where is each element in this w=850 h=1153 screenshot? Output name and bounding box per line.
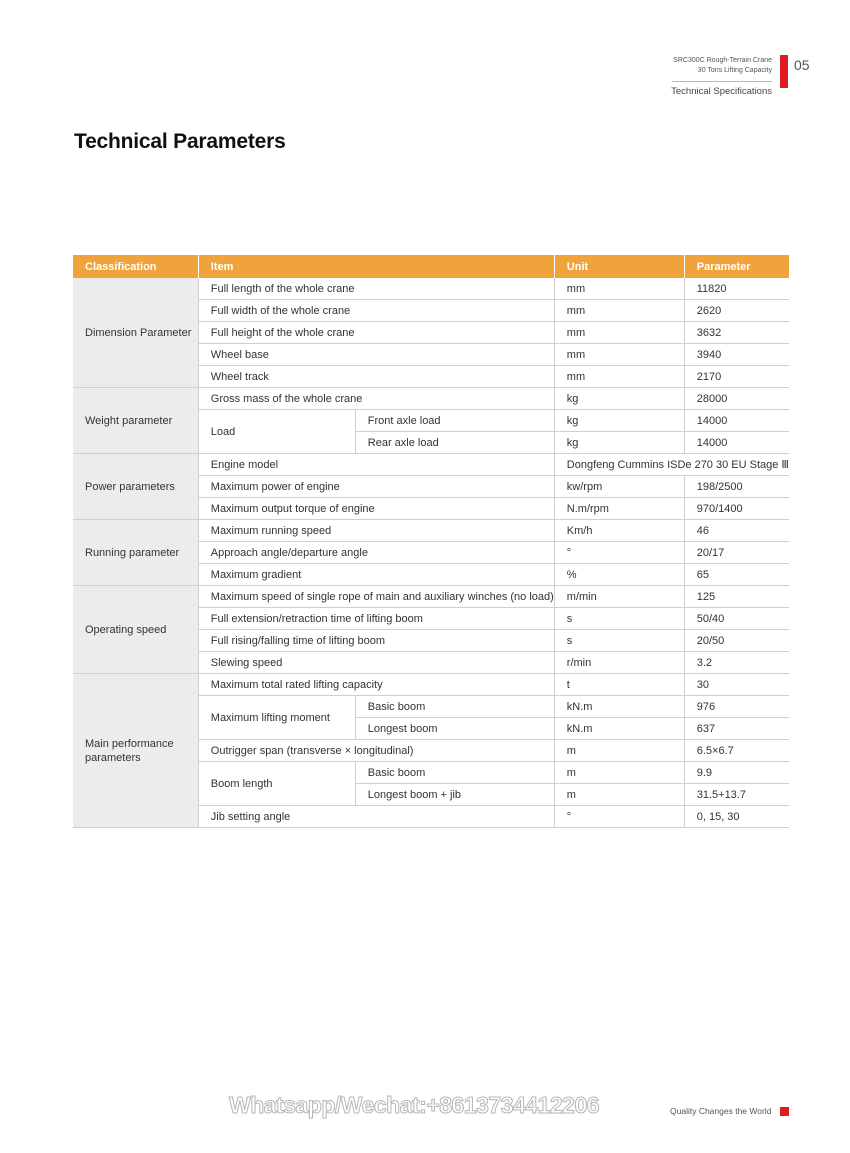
item-cell: Jib setting angle bbox=[198, 806, 554, 828]
page-title: Technical Parameters bbox=[74, 130, 286, 153]
parameter-cell: 3940 bbox=[684, 344, 789, 366]
column-header-parameter: Parameter bbox=[684, 255, 789, 278]
sub-item-cell: Front axle load bbox=[355, 410, 554, 432]
unit-cell: t bbox=[554, 674, 684, 696]
spec-table-header bbox=[73, 255, 789, 278]
sub-item-cell: Longest boom + jib bbox=[355, 784, 554, 806]
item-cell: Full length of the whole crane bbox=[198, 278, 554, 300]
unit-cell: mm bbox=[554, 344, 684, 366]
unit-cell: m bbox=[554, 784, 684, 806]
table-row bbox=[73, 454, 789, 476]
item-cell: Engine model bbox=[198, 454, 554, 476]
classification-cell: Dimension Parameter bbox=[73, 278, 198, 388]
parameter-cell: 198/2500 bbox=[684, 476, 789, 498]
unit-cell: mm bbox=[554, 278, 684, 300]
parameter-cell: 30 bbox=[684, 674, 789, 696]
parameter-cell: 46 bbox=[684, 520, 789, 542]
sub-item-cell: Basic boom bbox=[355, 696, 554, 718]
unit-cell: m bbox=[554, 762, 684, 784]
footer-slogan: Quality Changes the World bbox=[670, 1106, 772, 1116]
parameter-cell: 125 bbox=[684, 586, 789, 608]
parameter-cell: Dongfeng Cummins ISDe 270 30 EU Stage Ⅲ bbox=[554, 454, 789, 476]
parameter-cell: 14000 bbox=[684, 410, 789, 432]
item-cell: Full width of the whole crane bbox=[198, 300, 554, 322]
item-cell: Maximum gradient bbox=[198, 564, 554, 586]
parameter-cell: 2620 bbox=[684, 300, 789, 322]
item-cell: Maximum power of engine bbox=[198, 476, 554, 498]
table-row bbox=[73, 674, 789, 696]
unit-cell: N.m/rpm bbox=[554, 498, 684, 520]
item-cell: Maximum speed of single rope of main and auxiliary winches (no load) bbox=[198, 586, 554, 608]
unit-cell: m bbox=[554, 740, 684, 762]
parameter-cell: 3632 bbox=[684, 322, 789, 344]
item-cell: Load bbox=[198, 410, 355, 454]
header-accent-bar bbox=[780, 55, 788, 88]
unit-cell: kg bbox=[554, 388, 684, 410]
item-cell: Maximum lifting moment bbox=[198, 696, 355, 740]
parameter-cell: 970/1400 bbox=[684, 498, 789, 520]
parameter-cell: 3.2 bbox=[684, 652, 789, 674]
item-cell: Maximum total rated lifting capacity bbox=[198, 674, 554, 696]
footer-accent-square bbox=[780, 1107, 789, 1116]
unit-cell: kw/rpm bbox=[554, 476, 684, 498]
unit-cell: r/min bbox=[554, 652, 684, 674]
parameter-cell: 28000 bbox=[684, 388, 789, 410]
item-cell: Maximum output torque of engine bbox=[198, 498, 554, 520]
sub-item-cell: Longest boom bbox=[355, 718, 554, 740]
item-cell: Full height of the whole crane bbox=[198, 322, 554, 344]
header-model-line: SRC300C Rough-Terrain Crane bbox=[673, 57, 772, 64]
parameter-cell: 20/50 bbox=[684, 630, 789, 652]
column-header-unit: Unit bbox=[554, 255, 684, 278]
classification-cell: Power parameters bbox=[73, 454, 198, 520]
column-header-classification: Classification bbox=[73, 255, 198, 278]
sub-item-cell: Rear axle load bbox=[355, 432, 554, 454]
item-cell: Gross mass of the whole crane bbox=[198, 388, 554, 410]
header-section-title: Technical Specifications bbox=[671, 86, 772, 97]
item-cell: Maximum running speed bbox=[198, 520, 554, 542]
parameter-cell: 9.9 bbox=[684, 762, 789, 784]
parameter-cell: 0, 15, 30 bbox=[684, 806, 789, 828]
page-number: 05 bbox=[794, 57, 810, 73]
classification-cell: Main performance parameters bbox=[73, 674, 198, 828]
sub-item-cell: Basic boom bbox=[355, 762, 554, 784]
item-cell: Full extension/retraction time of lifting boom bbox=[198, 608, 554, 630]
item-cell: Wheel base bbox=[198, 344, 554, 366]
item-cell: Full rising/falling time of lifting boom bbox=[198, 630, 554, 652]
item-cell: Slewing speed bbox=[198, 652, 554, 674]
item-cell: Outrigger span (transverse × longitudinal) bbox=[198, 740, 554, 762]
parameter-cell: 14000 bbox=[684, 432, 789, 454]
table-row bbox=[73, 586, 789, 608]
unit-cell: s bbox=[554, 630, 684, 652]
item-cell: Boom length bbox=[198, 762, 355, 806]
parameter-cell: 20/17 bbox=[684, 542, 789, 564]
unit-cell: kg bbox=[554, 432, 684, 454]
table-row bbox=[73, 278, 789, 300]
unit-cell: % bbox=[554, 564, 684, 586]
parameter-cell: 50/40 bbox=[684, 608, 789, 630]
parameter-cell: 976 bbox=[684, 696, 789, 718]
contact-watermark: Whatsapp/Wechat:+8613734412206 bbox=[229, 1092, 600, 1118]
spec-table-body bbox=[73, 278, 789, 828]
header-block bbox=[612, 56, 772, 97]
unit-cell: s bbox=[554, 608, 684, 630]
item-cell: Wheel track bbox=[198, 366, 554, 388]
classification-cell: Weight parameter bbox=[73, 388, 198, 454]
spec-table bbox=[73, 255, 789, 828]
unit-cell: ° bbox=[554, 542, 684, 564]
classification-cell: Operating speed bbox=[73, 586, 198, 674]
classification-cell: Running parameter bbox=[73, 520, 198, 586]
parameter-cell: 637 bbox=[684, 718, 789, 740]
table-row bbox=[73, 520, 789, 542]
header-capacity-line: 30 Tons Lifting Capacity bbox=[697, 67, 772, 74]
header-divider bbox=[672, 81, 772, 82]
unit-cell: mm bbox=[554, 366, 684, 388]
unit-cell: mm bbox=[554, 322, 684, 344]
table-row bbox=[73, 388, 789, 410]
unit-cell: kN.m bbox=[554, 718, 684, 740]
item-cell: Approach angle/departure angle bbox=[198, 542, 554, 564]
parameter-cell: 6.5×6.7 bbox=[684, 740, 789, 762]
parameter-cell: 2170 bbox=[684, 366, 789, 388]
parameter-cell: 31.5+13.7 bbox=[684, 784, 789, 806]
unit-cell: Km/h bbox=[554, 520, 684, 542]
parameter-cell: 11820 bbox=[684, 278, 789, 300]
unit-cell: kg bbox=[554, 410, 684, 432]
unit-cell: mm bbox=[554, 300, 684, 322]
unit-cell: ° bbox=[554, 806, 684, 828]
column-header-item: Item bbox=[198, 255, 554, 278]
parameter-cell: 65 bbox=[684, 564, 789, 586]
unit-cell: m/min bbox=[554, 586, 684, 608]
unit-cell: kN.m bbox=[554, 696, 684, 718]
